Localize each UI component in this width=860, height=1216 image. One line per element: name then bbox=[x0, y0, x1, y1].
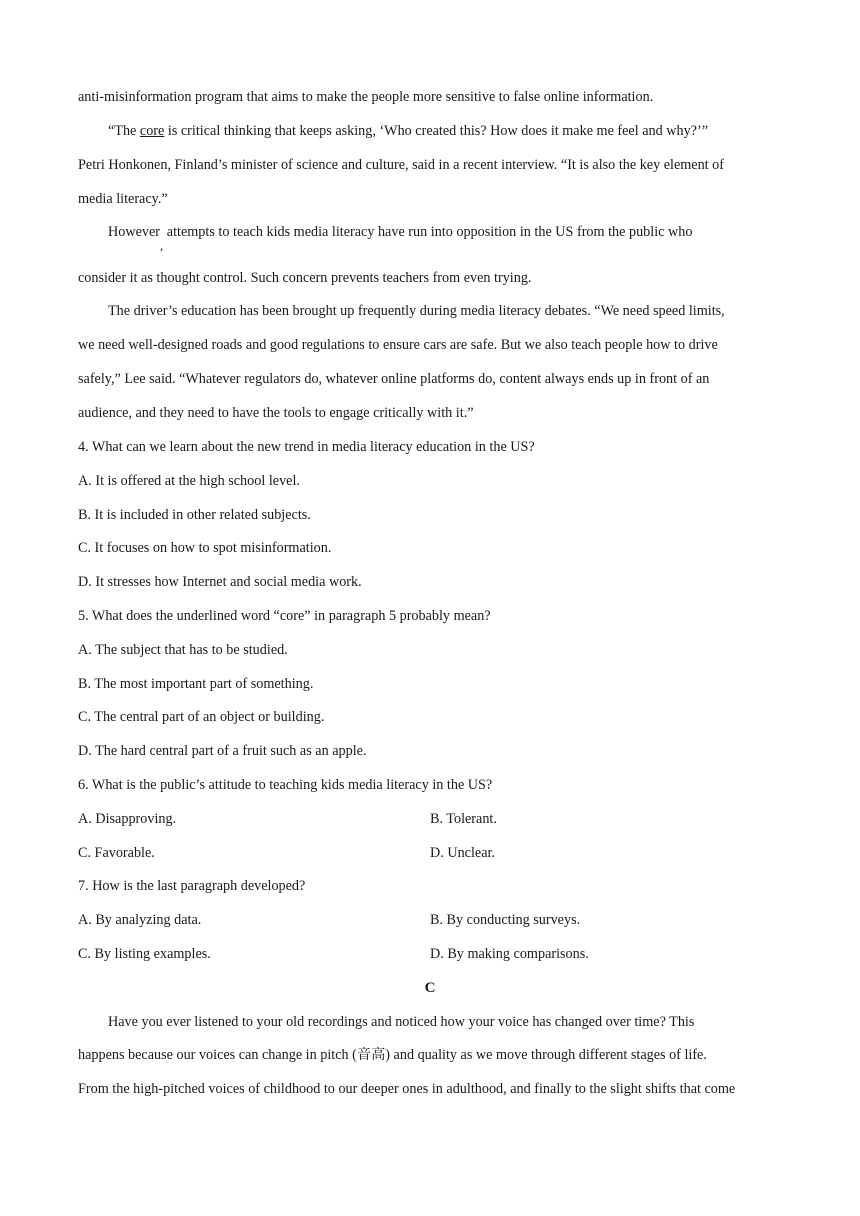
answer-option: B. By conducting surveys. bbox=[430, 912, 581, 928]
paragraph-line: we need well-designed roads and good regulations to ensure cars are safe. But we also teach people how to drive bbox=[78, 337, 718, 353]
question-stem: 6. What is the public’s attitude to teaching kids media literacy in the US? bbox=[78, 777, 493, 793]
question-stem: 7. How is the last paragraph developed? bbox=[78, 878, 306, 894]
paragraph-line: media literacy.” bbox=[78, 191, 168, 207]
text-run: attempts to teach kids media literacy have run into opposition in the US from the public who bbox=[163, 224, 693, 240]
section-heading: C bbox=[424, 980, 436, 996]
answer-option: C. Favorable. bbox=[78, 845, 155, 861]
paragraph-line: From the high-pitched voices of childhood to our deeper ones in adulthood, and finally to the slight shifts that come bbox=[78, 1081, 736, 1097]
paragraph-line: anti-misinformation program that aims to make the people more sensitive to false online information. bbox=[78, 89, 654, 105]
answer-option: C. The central part of an object or building. bbox=[78, 709, 325, 725]
paragraph-line: Petri Honkonen, Finland’s minister of science and culture, said in a recent interview. “It is also the key element of bbox=[78, 157, 724, 173]
text-run: is critical thinking that keeps asking, ‘Who created this? How does it make me feel and why?’” bbox=[164, 123, 709, 139]
answer-option: A. By analyzing data. bbox=[78, 912, 202, 928]
answer-option: C. By listing examples. bbox=[78, 946, 211, 962]
answer-option: D. The hard central part of a fruit such as an apple. bbox=[78, 743, 367, 759]
answer-option: D. It stresses how Internet and social media work. bbox=[78, 574, 362, 590]
answer-option: D. Unclear. bbox=[430, 845, 495, 861]
text-run: “The bbox=[108, 123, 140, 139]
paragraph-line bbox=[108, 223, 693, 253]
answer-option: A. The subject that has to be studied. bbox=[78, 642, 288, 658]
answer-option: C. It focuses on how to spot misinformation. bbox=[78, 540, 332, 556]
answer-option: A. It is offered at the high school level. bbox=[78, 473, 300, 489]
answer-option: B. The most important part of something. bbox=[78, 676, 314, 692]
paragraph-line: The driver’s education has been brought up frequently during media literacy debates. “We need speed limits, bbox=[108, 303, 725, 319]
paragraph-line: happens because our voices can change in pitch (音高) and quality as we move through different stages of life. bbox=[78, 1047, 707, 1063]
answer-option: B. Tolerant. bbox=[430, 811, 497, 827]
misplaced-comma: , bbox=[160, 238, 164, 253]
underlined-word-core: core bbox=[139, 123, 165, 139]
paragraph-line bbox=[108, 122, 708, 140]
paragraph-line: safely,” Lee said. “Whatever regulators do, whatever online platforms do, content always ends up in front of an bbox=[78, 371, 710, 387]
paragraph-line: consider it as thought control. Such concern prevents teachers from even trying. bbox=[78, 270, 532, 286]
text-run: However bbox=[108, 224, 160, 240]
answer-option: B. It is included in other related subjects. bbox=[78, 507, 311, 523]
question-stem: 4. What can we learn about the new trend in media literacy education in the US? bbox=[78, 439, 535, 455]
answer-option: A. Disapproving. bbox=[78, 811, 177, 827]
answer-option: D. By making comparisons. bbox=[430, 946, 589, 962]
paragraph-line: audience, and they need to have the tools to engage critically with it.” bbox=[78, 405, 474, 421]
question-stem: 5. What does the underlined word “core” in paragraph 5 probably mean? bbox=[78, 608, 491, 624]
paragraph-line: Have you ever listened to your old recordings and noticed how your voice has changed over time? This bbox=[108, 1014, 695, 1030]
